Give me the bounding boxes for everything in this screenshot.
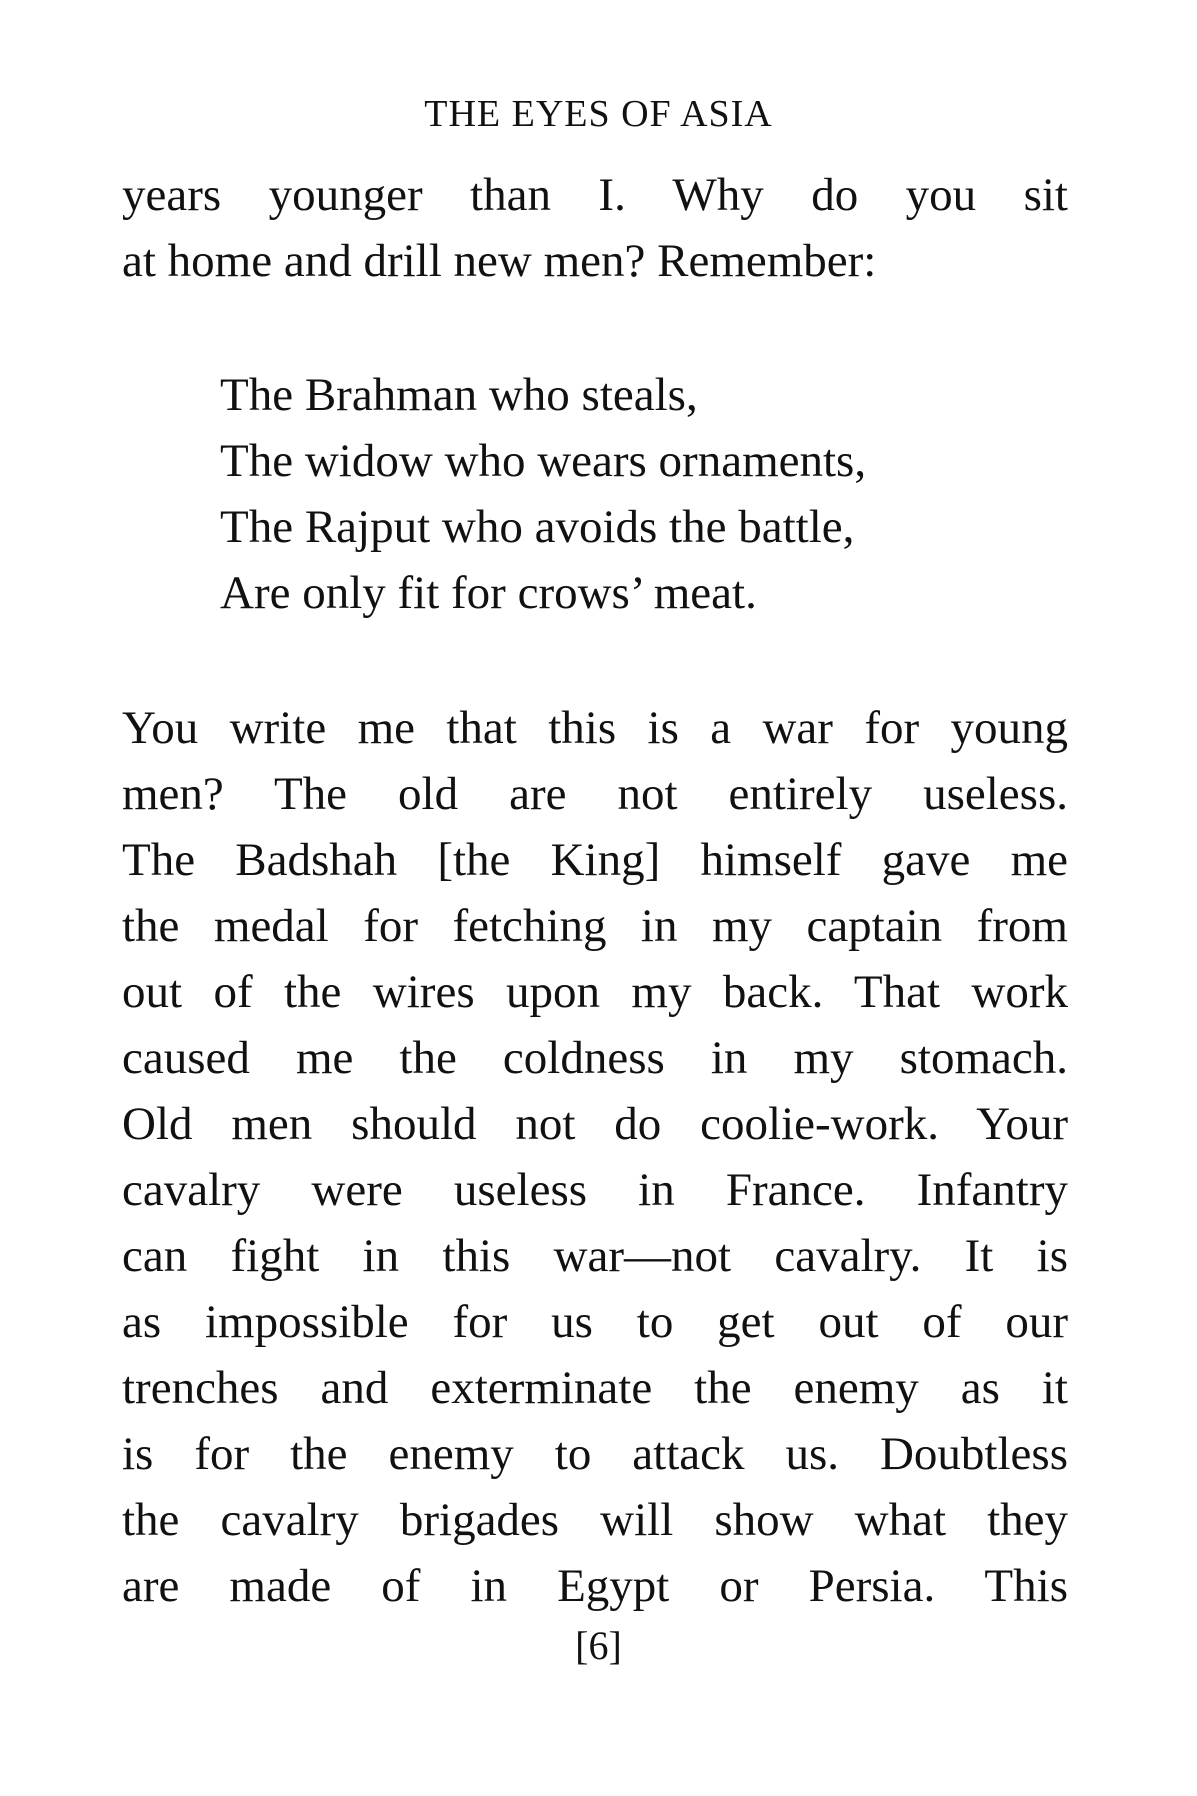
poem-line: The Brahman who steals, — [220, 369, 698, 421]
text-line: is for the enemy to attack us. Doubtless — [122, 1428, 1068, 1480]
text-line: the medal for fetching in my captain from — [122, 900, 1068, 952]
text-line: at home and drill new men? Remember: — [122, 235, 877, 287]
text-line: You write me that this is a war for young — [122, 702, 1068, 754]
text-line: can fight in this war—not cavalry. It is — [122, 1230, 1068, 1282]
running-title: THE EYES OF ASIA — [424, 93, 773, 135]
text-line: are made of in Egypt or Persia. This — [122, 1560, 1068, 1612]
poem-line: The Rajput who avoids the battle, — [220, 501, 855, 553]
text-line: out of the wires upon my back. That work — [122, 966, 1068, 1018]
text-line: the cavalry brigades will show what they — [122, 1494, 1068, 1546]
page-number: [6] — [575, 1623, 622, 1668]
text-line: cavalry were useless in France. Infantry — [122, 1164, 1068, 1216]
poem-line: The widow who wears ornaments, — [220, 435, 867, 487]
text-line: trenches and exterminate the enemy as it — [122, 1362, 1068, 1414]
poem-line: Are only fit for crows’ meat. — [220, 567, 757, 619]
text-line: men? The old are not entirely useless. — [122, 768, 1068, 820]
text-line: as impossible for us to get out of our — [122, 1296, 1068, 1348]
text-line: The Badshah [the King] himself gave me — [122, 834, 1068, 886]
text-line: Old men should not do coolie-work. Your — [122, 1098, 1068, 1150]
text-line: years younger than I. Why do you sit — [122, 169, 1068, 221]
text-line: caused me the coldness in my stomach. — [122, 1032, 1068, 1084]
